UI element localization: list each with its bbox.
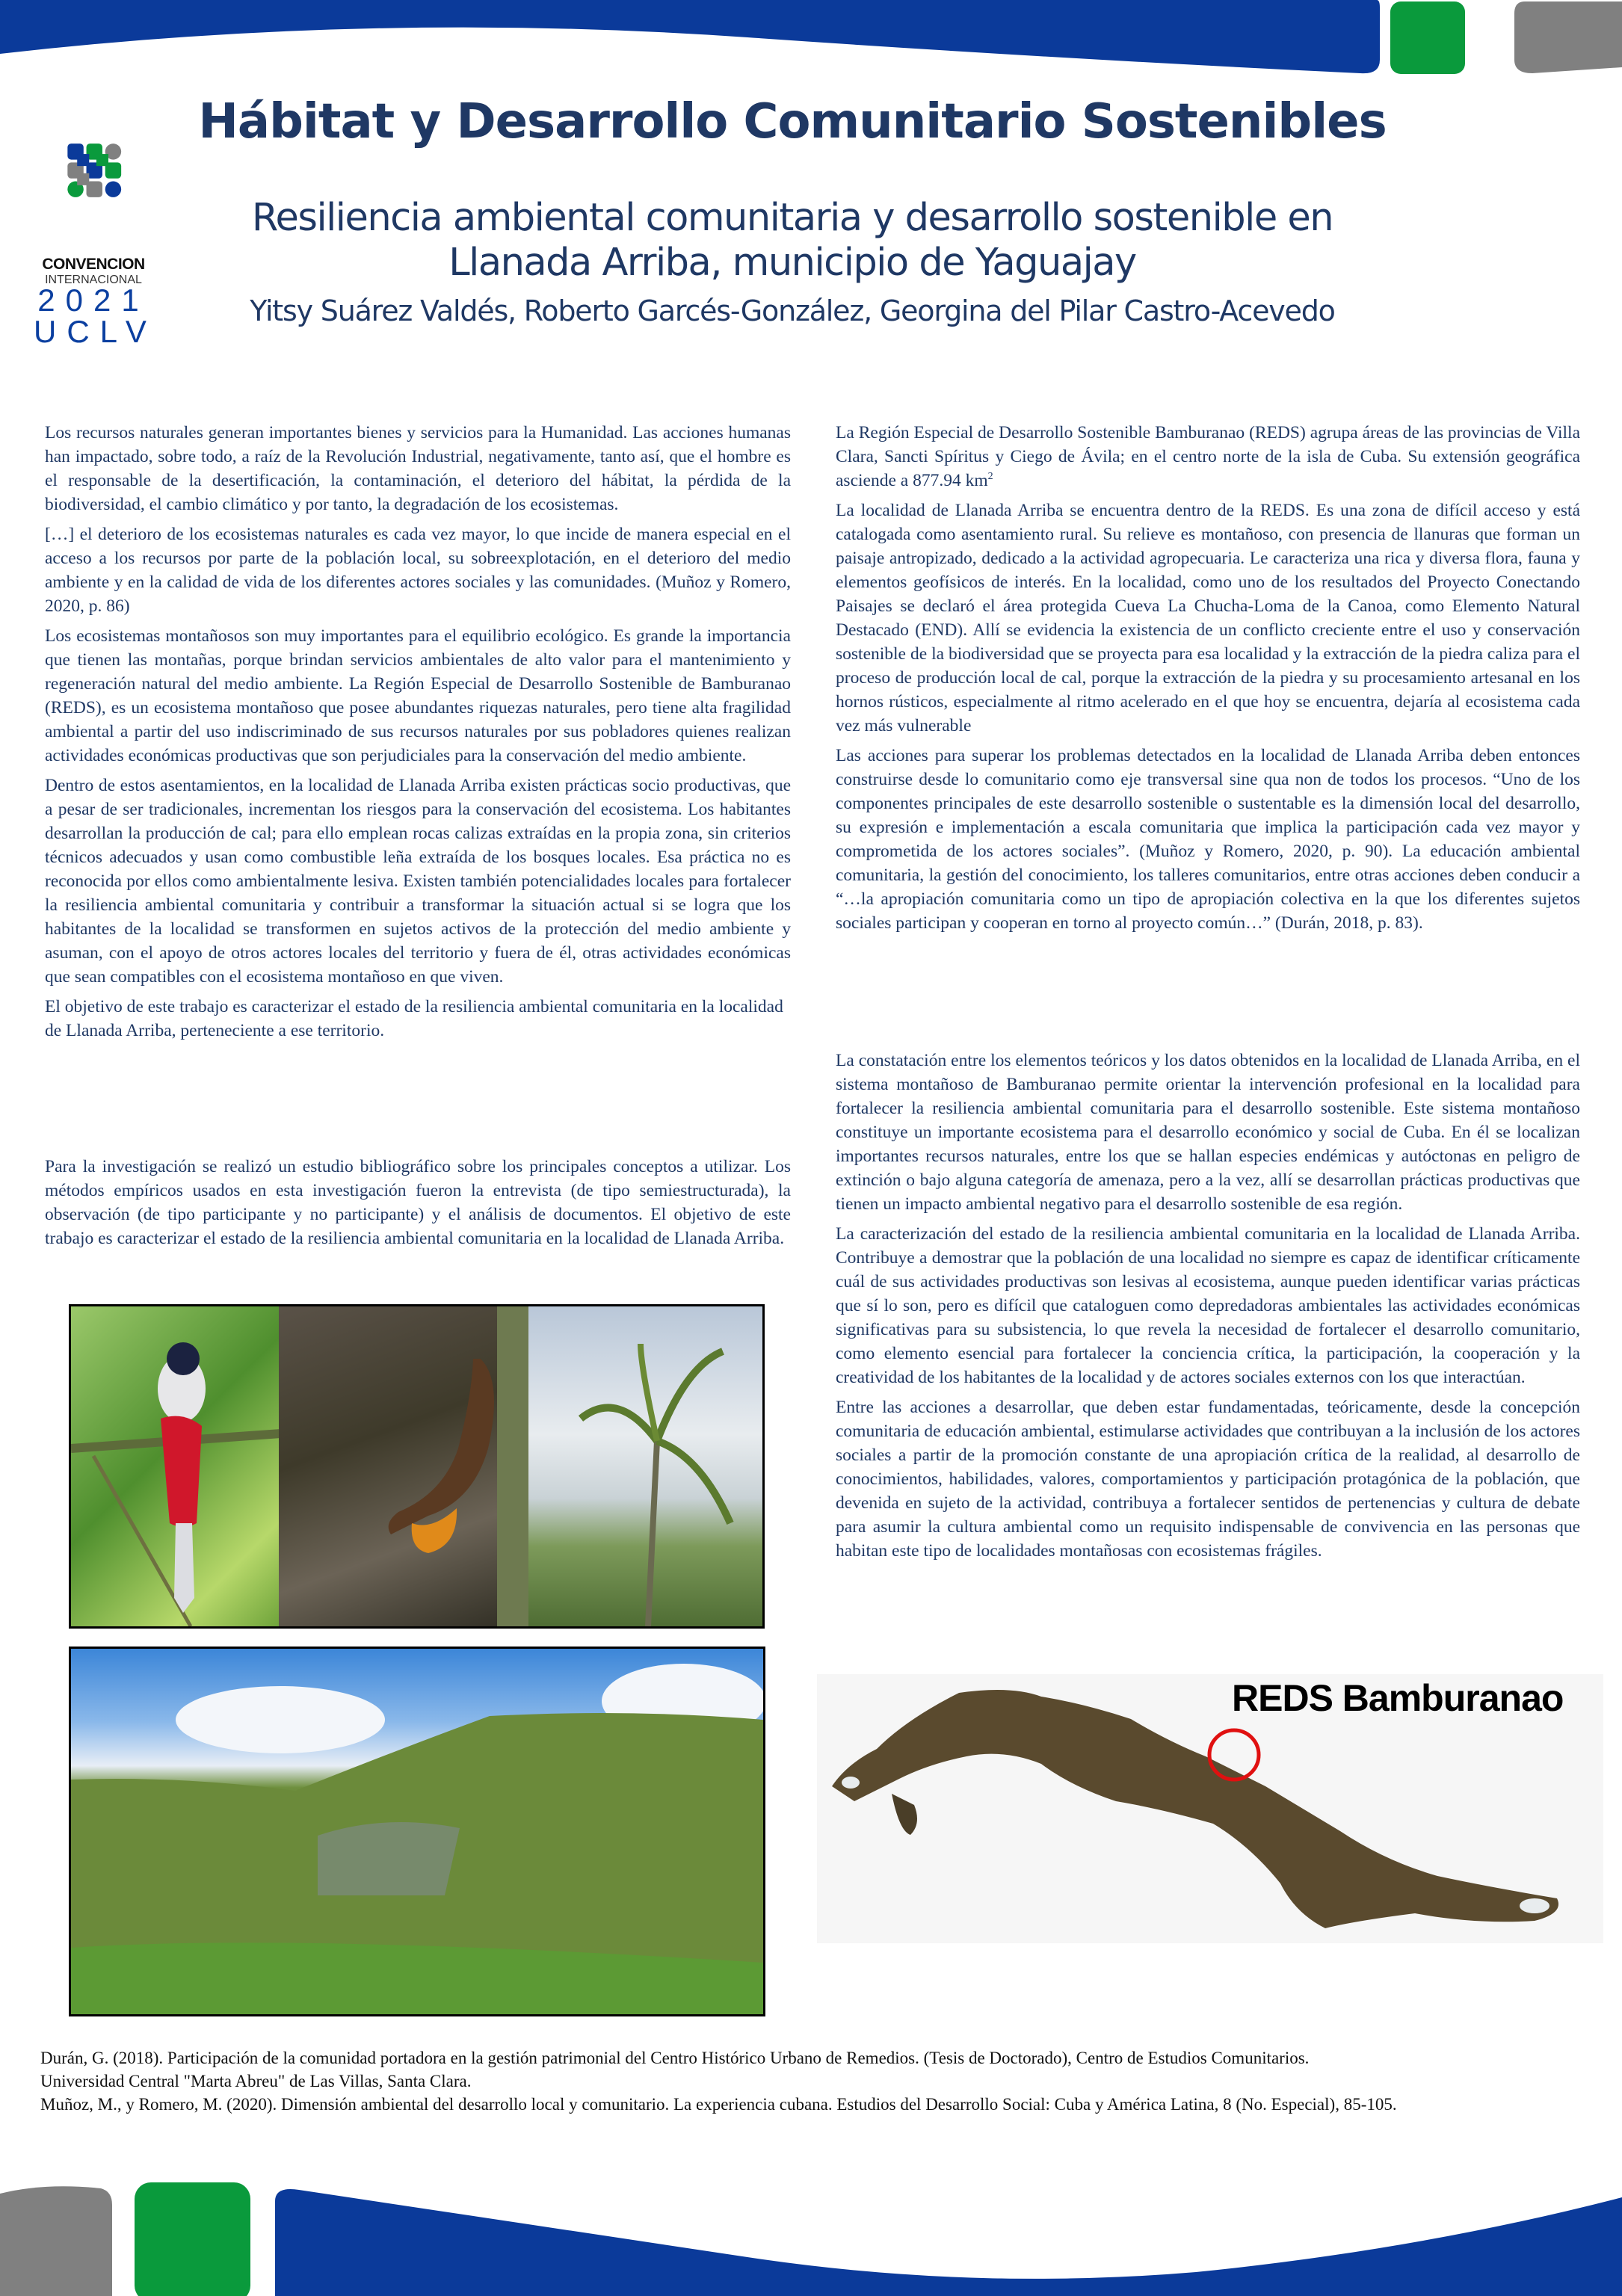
methods-section	[45, 1155, 791, 1256]
reds-description-paragraph: La Región Especial de Desarrollo Sostenible Bamburanao (REDS) agrupa áreas de las provincias de Villa Clara, Sancti Spíritus y Ciego de Ávila; en el centro norte de la isla de Cuba. Su extensión geográfica asciende a 877.94 $km^2$	[836, 423, 1580, 490]
intro-paragraph: Los recursos naturales generan importantes bienes y servicios para la Humanidad. Las acciones humanas han impactado, sobre todo, a raíz de la Revolución Industrial, negativamente, tanto así, que el hombre es el responsable de la desertificación, la contaminación, el deterioro del hábitat, la pérdida de la biodiversidad, el cambio climático y por tanto, la degradación de los ecosistemas.	[45, 423, 791, 514]
methods-paragraph: Para la investigación se realizó un estudio bibliográfico sobre los principales conceptos a utilizar. Los métodos empíricos usados en esta investigación fueron la entrevista (de tipo semiestructurada), la observación (de tipo participante y no participante) y el análisis de documentos. El objetivo de este trabajo es caracterizar el estado de la resiliencia ambiental comunitaria en la localidad de Llanada Arriba.	[45, 1157, 791, 1248]
landscape-illustration-icon	[71, 1649, 763, 2014]
photo-palm-tree	[528, 1304, 765, 1629]
lizard-illustration-icon	[279, 1306, 528, 1626]
results-paragraph: La localidad de Llanada Arriba se encuentra dentro de la REDS. Es una zona de difícil acceso y está catalogada como asentamiento rural. Su relieve es montañoso, con presencia de llanuras que forman un paisaje antropizado, dedicado a la actividad agropecuaria. Le caracteriza una rica y diversa flora, fauna y elementos geofísicos de interés. En la localidad, como uno de los resultados del Proyecto Conectando Paisajes se declaró el área protegida Cueva La Chucha-Loma de la Canoa, como Elemento Natural Destacado (END). Allí se evidencia la existencia de un conflicto creciente entre el uso y conservación sostenible de la biodiversidad que se proyecta para esa localidad y la extracción de la piedra caliza para el proceso de producción local de cal, porque la extracción de la piedra y su procesamiento artesanal en los hornos rústicos, especialmente al ritmo acelerado en el que hoy se encuentra, dejaría al ecosistema cada vez más vulnerable	[836, 501, 1580, 735]
references-section	[40, 2046, 1610, 2116]
reference-item: Durán, G. (2018). Participación de la comunidad portadora en la gestión patrimonial del Centro Histórico Urbano de Remedios. (Tesis de Doctorado), Centro de Estudios Comunitarios.	[40, 2049, 1310, 2067]
conclusion-paragraph: La constatación entre los elementos teóricos y los datos obtenidos en la localidad de Llanada Arriba, en el sistema montañoso de Bamburanao permite orientar la intervención profesional en la localidad para fortalecer la resiliencia ambiental comunitaria para el desarrollo sostenible. Este sistema montañoso constituye un importante ecosistema para el desarrollo económico y social de Cuba. En él se localizan importantes recursos naturales, entre los que se hallan especies endémicas y autóctonas en peligro de extinción o bajo alguna categoría de amenaza, pero a la vez, allí se desarrollan prácticas productivas que tienen un impacto ambiental negativo para el desarrollo sostenible de esa región.	[836, 1051, 1580, 1214]
logo-year-text: 2021	[37, 283, 149, 318]
reference-item: Muñoz, M., y Romero, M. (2020). Dimensión ambiental del desarrollo local y comunitario. La experiencia cubana. Estudios del Desarrollo Social: Cuba y América Latina, 8 (No. Especial), 85-105.	[40, 2095, 1397, 2114]
photo-mountain-landscape	[69, 1647, 765, 2016]
conclusions-section	[836, 1049, 1580, 1569]
poster-title: Hábitat y Desarrollo Comunitario Sostenibles	[198, 94, 1387, 149]
photo-anole-lizard	[279, 1304, 531, 1629]
conclusion-paragraph: Entre las acciones a desarrollar, que deben estar fundamentadas, teóricamente, desde la concepción comunitaria de educación ambiental, estimularse actividades que contribuyan a la inclusión de los actores sociales a partir de la promoción constante de una apropiación crítica de la realidad, al desarrollo de conocimientos, habilidades, valores, comportamientos y participación protagónica de la población, que devenida en sujeto de la actividad, contribuya a fortalecer sentidos de pertenencias y cultura de debate para asumir la cultura ambiental como un requisito indispensable de convivencia en las personas que habitan este tipo de localidades montañosas con ecosistemas frágiles.	[836, 1398, 1580, 1561]
results-paragraph: Las acciones para superar los problemas detectados en la localidad de Llanada Arriba deben entonces construirse desde lo comunitario como eje transversal sine qua non de todos los procesos. “Uno de los componentes principales de este desarrollo sostenible o sustentable es la dimensión local del desarrollo, su expresión e implementación a escala comunitaria que implica la participación cada vez mayor y comprometida de los actores sociales”. (Muñoz y Romero, 2020, p. 90). La educación ambiental comunitaria, la gestión del conocimiento, los talleres comunitarios, entre otras acciones deben conducir a “…la apropiación comunitaria como un tipo de apropiación colectiva en la que los diferentes sujetos sociales participan y cooperan en torno al proyecto común…” (Durán, 2018, p. 83).	[836, 746, 1580, 933]
bird-illustration-icon	[71, 1306, 281, 1626]
subtitle-line-2: Llanada Arriba, municipio de Yaguajay	[448, 241, 1136, 286]
footer-wave-band	[0, 2182, 1622, 2296]
results-section	[836, 421, 1580, 941]
intro-paragraph: Dentro de estos asentamientos, en la localidad de Llanada Arriba existen prácticas socio productivas, que a pesar de ser tradicionales, incrementan los riesgos para la conservación del ecosistema. Los habitantes desarrollan la producción de cal; para ello emplean rocas calizas extraídas en la propia zona, sin criterios técnicos adecuados y usan como combustible leña extraída de los bosques locales. Esa práctica no es reconocida por ellos como ambientalmente lesiva. Existen también potencialidades locales para fortalecer la resiliencia ambiental comunitaria y contribuir a transformar la situación actual si se logra que los habitantes de la localidad se transformen en sujetos activos de la protección del medio ambiente y asuman, con el apoyo de otros actores locales del territorio y fuera de él, otras actividades económicas que sean compatibles con el ecosistema montañoso en que viven.	[45, 776, 791, 987]
objective-paragraph: El objetivo de este trabajo es caracterizar el estado de la resiliencia ambiental comunitaria en la localidad de Llanada Arriba, perteneciente a ese territorio.	[45, 997, 783, 1040]
intro-paragraph: Los ecosistemas montañosos son muy importantes para el equilibrio ecológico. Es grande la importancia que tienen las montañas, porque brindan servicios ambientales de alto valor para el mantenimiento y regeneración natural del medio ambiente. La Región Especial de Desarrollo Sostenible de Bamburanao (REDS), es un ecosistema montañoso que posee abundantes riquezas naturales, pero tiene alta fragilidad ambiental a partir del uso indiscriminado de sus recursos naturales por sus pobladores quienes realizan actividades económicas productivas que son perjudiciales para la conservación del medio ambiente.	[45, 626, 791, 765]
logo-convencion-text: CONVENCION	[42, 256, 145, 273]
subtitle-line-1: Resiliencia ambiental comunitaria y desarrollo sostenible en	[251, 196, 1333, 240]
intro-quote-paragraph: […] el deterioro de los ecosistemas naturales es cada vez mayor, lo que incide de manera especial en el acceso a los recursos por parte de la población local, su sobreexplotación, en el deterioro del medio ambiente y en la calidad de vida de los diferentes actores sociales y las comunidades. (Muñoz y Romero, 2020, p. 86)	[45, 525, 791, 616]
reference-item: Universidad Central "Marta Abreu" de Las Villas, Santa Clara.	[40, 2072, 472, 2090]
introduction-section	[45, 421, 791, 1049]
map-label: REDS Bamburanao	[1232, 1677, 1564, 1719]
conclusion-paragraph: La caracterización del estado de la resiliencia ambiental comunitaria en la localidad de Llanada Arriba. Contribuye a demostrar que la población de una localidad no siempre es capaz de identificar críticamente cuál de sus actividades productivas son lesivas al ecosistema, aunque pueden identificar varias prácticas que sí lo son, pero es difícil que cataloguen como depredadoras ambientales las actividades económicas significativas para su subsistencia, lo que revela la necesidad de fortalecer el desarrollo comunitario, como elemento esencial para fortalecer la conciencia crítica, la participación, la cooperación y la creatividad de los habitantes de la localidad y de actores sociales externos con los que interactúan.	[836, 1224, 1580, 1387]
convention-logo-icon	[37, 142, 157, 254]
palm-illustration-icon	[528, 1306, 762, 1626]
logo-internacional-text: INTERNACIONAL	[45, 274, 142, 286]
poster-authors: Yitsy Suárez Valdés, Roberto Garcés-González, Georgina del Pilar Castro-Acevedo	[250, 294, 1335, 327]
header-wave-band	[0, 0, 1622, 93]
logo-uclv-text: UCLV	[34, 314, 157, 349]
poster-subtitle	[194, 196, 1390, 286]
photo-tocororo-bird	[69, 1304, 283, 1629]
